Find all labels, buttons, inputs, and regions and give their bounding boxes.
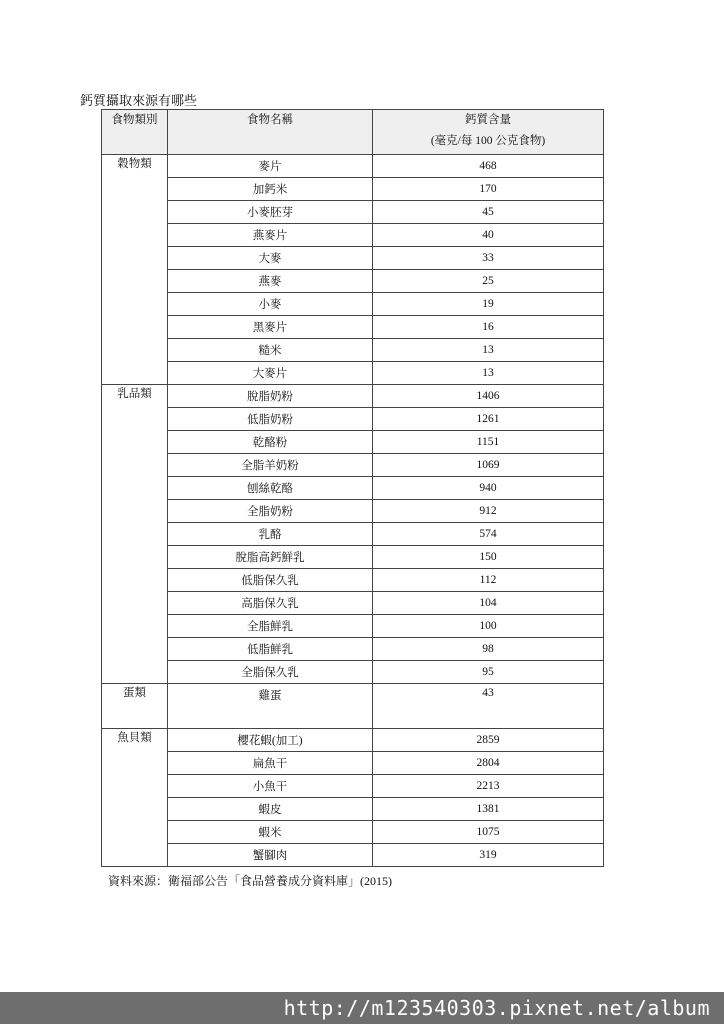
calcium-value-cell: 1381 [373, 798, 604, 821]
table-row [102, 408, 604, 431]
table-header-row [102, 110, 604, 155]
header-category: 食物類別 [102, 110, 168, 155]
food-name-cell: 全脂鮮乳 [168, 615, 373, 638]
category-cell: 穀物類 [102, 155, 168, 385]
calcium-value-cell: 1075 [373, 821, 604, 844]
table-row [102, 270, 604, 293]
table-row [102, 729, 604, 752]
calcium-value-cell: 2859 [373, 729, 604, 752]
food-name-cell: 脫脂高鈣鮮乳 [168, 546, 373, 569]
calcium-value-cell: 2804 [373, 752, 604, 775]
table-row [102, 362, 604, 385]
calcium-value-cell: 319 [373, 844, 604, 867]
calcium-value-cell: 25 [373, 270, 604, 293]
calcium-value-cell: 1069 [373, 454, 604, 477]
table-row [102, 638, 604, 661]
table-row [102, 155, 604, 178]
food-name-cell: 全脂奶粉 [168, 500, 373, 523]
table-row [102, 798, 604, 821]
table-row [102, 454, 604, 477]
calcium-value-cell: 33 [373, 247, 604, 270]
table-row [102, 201, 604, 224]
food-name-cell: 麥片 [168, 155, 373, 178]
calcium-value-cell: 468 [373, 155, 604, 178]
food-name-cell: 小魚干 [168, 775, 373, 798]
table-row [102, 844, 604, 867]
calcium-value-cell: 2213 [373, 775, 604, 798]
table-row [102, 477, 604, 500]
watermark-text: http://m123540303.pixnet.net/album [283, 996, 710, 1020]
calcium-value-cell: 940 [373, 477, 604, 500]
table-row [102, 592, 604, 615]
table-row [102, 339, 604, 362]
food-name-cell: 全脂羊奶粉 [168, 454, 373, 477]
food-name-cell: 全脂保久乳 [168, 661, 373, 684]
food-name-cell: 低脂保久乳 [168, 569, 373, 592]
table-row [102, 316, 604, 339]
food-name-cell: 加鈣米 [168, 178, 373, 201]
page-title: 鈣質攝取來源有哪些 [80, 93, 198, 108]
table-row [102, 178, 604, 201]
calcium-value-cell: 19 [373, 293, 604, 316]
food-name-cell: 燕麥片 [168, 224, 373, 247]
calcium-value-cell: 95 [373, 661, 604, 684]
table-row [102, 546, 604, 569]
calcium-value-cell: 574 [373, 523, 604, 546]
calcium-value-cell: 100 [373, 615, 604, 638]
food-name-cell: 脫脂奶粉 [168, 385, 373, 408]
table-body [102, 155, 604, 867]
calcium-value-cell: 45 [373, 201, 604, 224]
food-name-cell: 高脂保久乳 [168, 592, 373, 615]
table-row [102, 500, 604, 523]
food-name-cell: 蝦皮 [168, 798, 373, 821]
calcium-value-cell: 1406 [373, 385, 604, 408]
food-name-cell: 櫻花蝦(加工) [168, 729, 373, 752]
calcium-value-cell: 43 [373, 684, 604, 729]
table-row [102, 775, 604, 798]
calcium-value-cell: 104 [373, 592, 604, 615]
food-name-cell: 小麥胚芽 [168, 201, 373, 224]
calcium-value-cell: 170 [373, 178, 604, 201]
table-row [102, 684, 604, 729]
table-row [102, 661, 604, 684]
category-cell: 乳品類 [102, 385, 168, 684]
calcium-value-cell: 13 [373, 339, 604, 362]
food-name-cell: 刨絲乾酪 [168, 477, 373, 500]
food-name-cell: 小麥 [168, 293, 373, 316]
source-note: 資料來源：衛福部公告「食品營養成分資料庫」(2015) [108, 874, 392, 888]
header-content-line2: (毫克/每 100 公克食物) [430, 135, 546, 147]
calcium-value-cell: 1151 [373, 431, 604, 454]
header-name: 食物名稱 [168, 110, 373, 155]
calcium-value-cell: 112 [373, 569, 604, 592]
food-name-cell: 雞蛋 [168, 684, 373, 729]
table-row [102, 569, 604, 592]
table-row [102, 224, 604, 247]
food-name-cell: 低脂鮮乳 [168, 638, 373, 661]
table-row [102, 293, 604, 316]
calcium-value-cell: 912 [373, 500, 604, 523]
food-name-cell: 乳酪 [168, 523, 373, 546]
food-name-cell: 低脂奶粉 [168, 408, 373, 431]
category-cell: 魚貝類 [102, 729, 168, 867]
table-row [102, 615, 604, 638]
calcium-value-cell: 1261 [373, 408, 604, 431]
table-row [102, 821, 604, 844]
table-row [102, 523, 604, 546]
category-cell: 蛋類 [102, 684, 168, 729]
header-content-line1: 鈣質含量 [465, 114, 511, 126]
calcium-value-cell: 16 [373, 316, 604, 339]
table-row [102, 752, 604, 775]
food-name-cell: 大麥 [168, 247, 373, 270]
food-name-cell: 燕麥 [168, 270, 373, 293]
food-name-cell: 糙米 [168, 339, 373, 362]
food-name-cell: 乾酪粉 [168, 431, 373, 454]
food-name-cell: 蝦米 [168, 821, 373, 844]
calcium-value-cell: 98 [373, 638, 604, 661]
food-name-cell: 大麥片 [168, 362, 373, 385]
calcium-table [101, 109, 604, 867]
food-name-cell: 扁魚干 [168, 752, 373, 775]
header-content [373, 110, 604, 155]
food-name-cell: 蟹腳肉 [168, 844, 373, 867]
calcium-value-cell: 40 [373, 224, 604, 247]
table-row [102, 385, 604, 408]
table-row [102, 247, 604, 270]
calcium-value-cell: 150 [373, 546, 604, 569]
watermark-bar [0, 992, 724, 1024]
food-name-cell: 黑麥片 [168, 316, 373, 339]
calcium-value-cell: 13 [373, 362, 604, 385]
table-row [102, 431, 604, 454]
